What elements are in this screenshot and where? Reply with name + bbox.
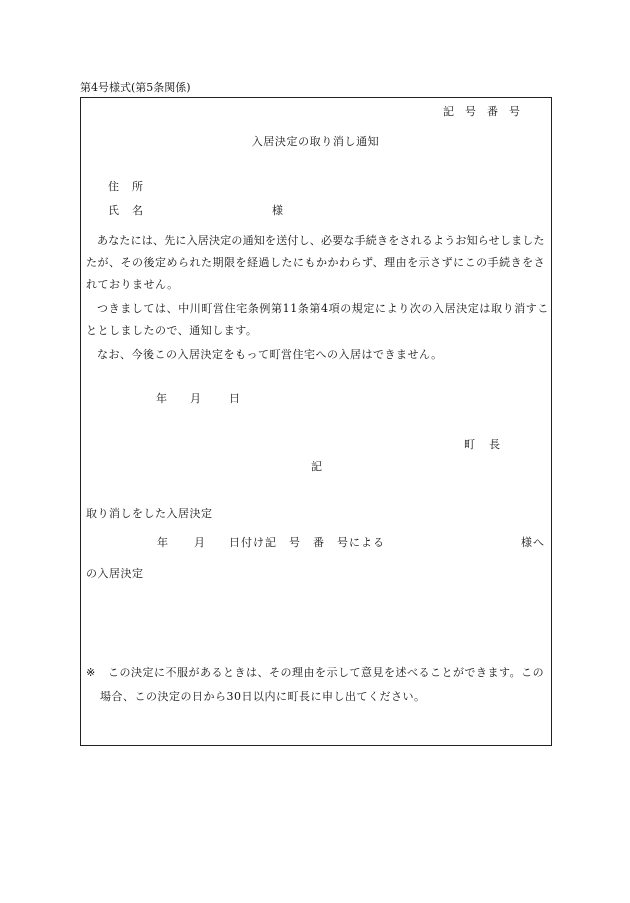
issuer-town-mayor: 町 長 <box>464 438 502 451</box>
body-paragraph2-line2: ととしましたので、通知します。 <box>86 324 258 337</box>
decision-month: 月 <box>194 536 205 549</box>
date-month: 月 <box>190 392 201 405</box>
name-label: 氏 名 <box>108 204 144 217</box>
ki-heading: 記 <box>311 460 322 473</box>
honorific-sama: 様 <box>272 204 283 217</box>
document-title: 入居決定の取り消し通知 <box>251 135 380 148</box>
form-frame <box>80 97 552 746</box>
body-paragraph3-line1: なお、今後この入居決定をもって町営住宅への入居はできません。 <box>97 348 443 361</box>
decision-year: 年 <box>157 536 168 549</box>
reference-number-label: 記 号 番 号 <box>443 105 520 118</box>
decision-continuation: の入居決定 <box>86 567 144 580</box>
date-day: 日 <box>229 392 240 405</box>
form-label: 第4号様式(第5条関係) <box>80 81 191 94</box>
body-paragraph1-line2: たが、その後定められた期限を経過したにもかかわらず、理由を示さずにこの手続きをさ <box>86 256 546 269</box>
decision-day-reference: 日付け記 号 番 号による <box>229 536 385 549</box>
address-label: 住 所 <box>108 180 144 193</box>
body-paragraph1-line1: あなたには、先に入居決定の通知を送付し、必要な手続きをされるようお知らせしました <box>97 234 545 247</box>
date-year: 年 <box>156 392 167 405</box>
section-heading: 取り消しをした入居決定 <box>86 507 213 520</box>
body-paragraph2-line1: つきましては、中川町営住宅条例第11条第4項の規定により次の入居決定は取り消すこ <box>97 302 549 315</box>
decision-addressee-suffix: 様へ <box>521 536 545 549</box>
note-line1: この決定に不服があるときは、その理由を示して意見を述べることができます。この <box>108 666 545 679</box>
note-line2: 場合、この決定の日から30日以内に町長に申し出てください。 <box>100 690 426 703</box>
note-mark: ※ <box>86 666 96 679</box>
body-paragraph1-line3: れておりません。 <box>86 278 179 291</box>
